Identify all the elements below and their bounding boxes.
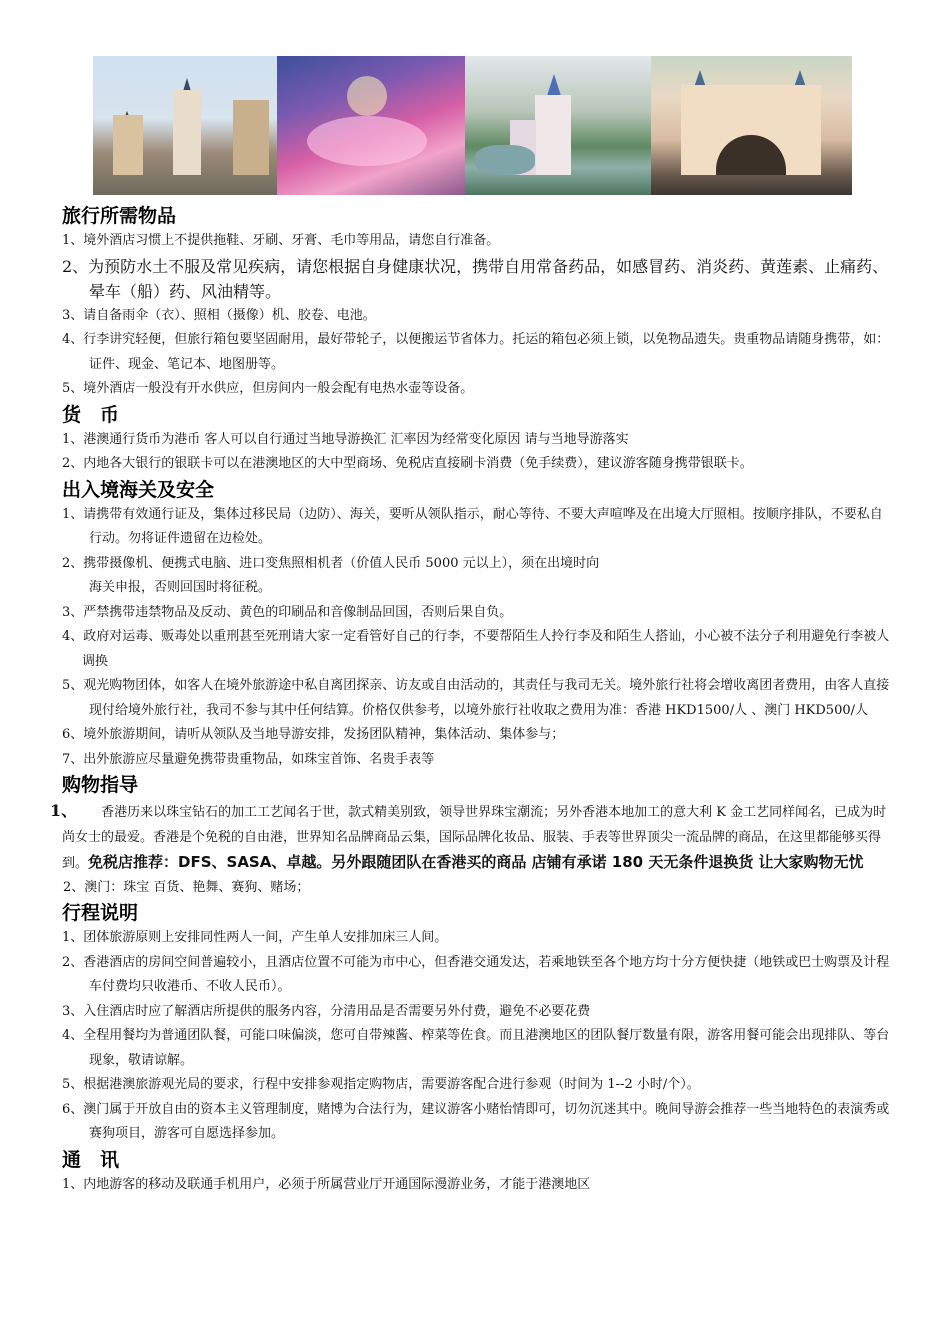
list-item: 2、携带摄像机、便携式电脑、进口变焦照相机者（价值人民币 5000 元以上），须在出境时向 [62, 555, 600, 571]
list-item: 6、澳门属于开放自由的资本主义管理制度，赌博为合法行为，建议游客小赌怡情即可，切勿沉迷其中。晚间导游会推荐一些当地特色的表演秀或赛狗项目，游客可自愿选择参加。 [62, 1101, 890, 1141]
photo-fantasyland-aerial [277, 56, 465, 195]
section-title-shopping: 购物指导 [62, 774, 139, 796]
photo-castle-street [93, 56, 277, 195]
list-item: 4、全程用餐均为普通团队餐，可能口味偏淡，您可自带辣酱、榨菜等佐食。而且港澳地区的团队餐厅数量有限，游客用餐可能会出现排队、等台现象，敬请谅解。 [62, 1028, 890, 1068]
list-item: 5、观光购物团体，如客人在境外旅游途中私自离团探亲、访友或自由活动的，其责任与我司无关。境外旅行社将会增收离团者费用，由客人直接现付给境外旅行社，我司不参与其中任何结算。价格仅供参考，以境外旅行社收取之费用为准：香港 HKD1500/人 、澳门 HKD500/人 [62, 678, 890, 718]
list-item: 2、内地各大银行的银联卡可以在港澳地区的大中型商场、免税店直接刷卡消费（免手续费），建议游客随身携带银联卡。 [62, 456, 753, 471]
list-item: 3、入住酒店时应了解酒店所提供的服务内容，分清用品是否需要另外付费，避免不必要花费 [62, 1003, 591, 1019]
banner-photos [93, 56, 852, 195]
list-item: 2、澳门：珠宝 百货、艳舞、赛狗、赌场； [63, 880, 310, 895]
list-item: 3、严禁携带违禁物品及反动、黄色的印刷品和音像制品回国，否则后果自负。 [62, 604, 513, 620]
list-item: 3、请自备雨伞（衣）、照相（摄像）机、胶卷、电池。 [62, 307, 376, 323]
list-item: 4、行李讲究轻便，但旅行箱包要坚固耐用，最好带轮子，以便搬运节省体力。托运的箱包必须上锁，以免物品遗失。贵重物品请随身携带，如：证件、现金、笔记本、地图册等。 [62, 332, 890, 372]
shopping-text: 香港历来以珠宝钻石的加工工艺闻名于世，款式精美别致，领导世界珠宝潮流；另外香港本地加工的意大利 K 金工艺同样闻名，已成为时尚女士的最爱。香港是个免税的自由港，世界知名品牌商品云集，国际品牌化妆品、服装、手表等世界顶尖一流品牌的商品，在这里都能够买得到。 [62, 805, 887, 871]
photo-castle-entrance [651, 56, 852, 195]
shopping-recommendation: 免税店推荐：DFS、SASA、卓越。另外跟随团队在香港买的商品 店铺有承诺 180 天无条件退换货 让大家购物无忧 [88, 853, 864, 871]
list-item: 1、团体旅游原则上安排同性两人一间，产生单人安排加床三人间。 [62, 930, 448, 945]
list-item: 5、根据港澳旅游观光局的要求，行程中安排参观指定购物店，需要游客配合进行参观（时间为 1--2 小时/个）。 [62, 1077, 700, 1092]
list-item: 5、境外酒店一般没有开水供应，但房间内一般会配有电热水壶等设备。 [62, 381, 474, 396]
shopping-item-1 [50, 798, 890, 876]
document-body [50, 203, 890, 1197]
list-item-continuation: 海关申报，否则回国时将征税。 [89, 580, 272, 595]
list-item: 2、为预防水土不服及常见疾病，请您根据自身健康状况，携带自用常备药品，如感冒药、消炎药、黄莲素、止痛药、晕车（船）药、风油精等。 [62, 256, 889, 301]
section-title-communication: 通 讯 [62, 1148, 120, 1171]
list-item: 7、出外旅游应尽量避免携带贵重物品，如珠宝首饰、名贵手表等 [62, 751, 435, 767]
list-item: 1、内地游客的移动及联通手机用户，必须于所属营业厅开通国际漫游业务，才能于港澳地区 [62, 1176, 591, 1192]
section-title-currency: 货 币 [62, 403, 120, 426]
section-title-customs: 出入境海关及安全 [62, 478, 215, 501]
list-item: 6、境外旅游期间，请听从领队及当地导游安排，发扬团队精神，集体活动、集体参与； [62, 727, 565, 742]
list-item: 4、政府对运毒、贩毒处以重刑甚至死刑请大家一定看管好自己的行李，不要帮陌生人拎行李及和陌生人搭讪，小心被不法分子利用避免行李被人调换 [62, 629, 890, 669]
list-item: 2、香港酒店的房间空间普遍较小，且酒店位置不可能为市中心，但香港交通发达，若乘地铁至各个地方均十分方便快捷（地铁或巴士购票及计程车付费均只收港币、不收人民币）。 [62, 954, 890, 994]
section-title-itinerary: 行程说明 [62, 902, 139, 924]
list-number: 1、 [50, 801, 78, 820]
list-item: 1、港澳通行货币为港币 客人可以自行通过当地导游换汇 汇率因为经常变化原因 请与当地导游落实 [62, 431, 629, 447]
list-item: 1、请携带有效通行证及，集体过移民局（边防）、海关，要听从领队指示，耐心等待、不要大声喧哗及在出境大厅照相。按顺序排队，不要私自行动。勿将证件遗留在边检处。 [62, 506, 883, 546]
section-title-items-needed: 旅行所需物品 [62, 205, 177, 227]
list-item: 1、境外酒店习惯上不提供拖鞋、牙刷、牙膏、毛巾等用品，请您自行准备。 [62, 233, 500, 248]
photo-castle-lake [465, 56, 651, 195]
